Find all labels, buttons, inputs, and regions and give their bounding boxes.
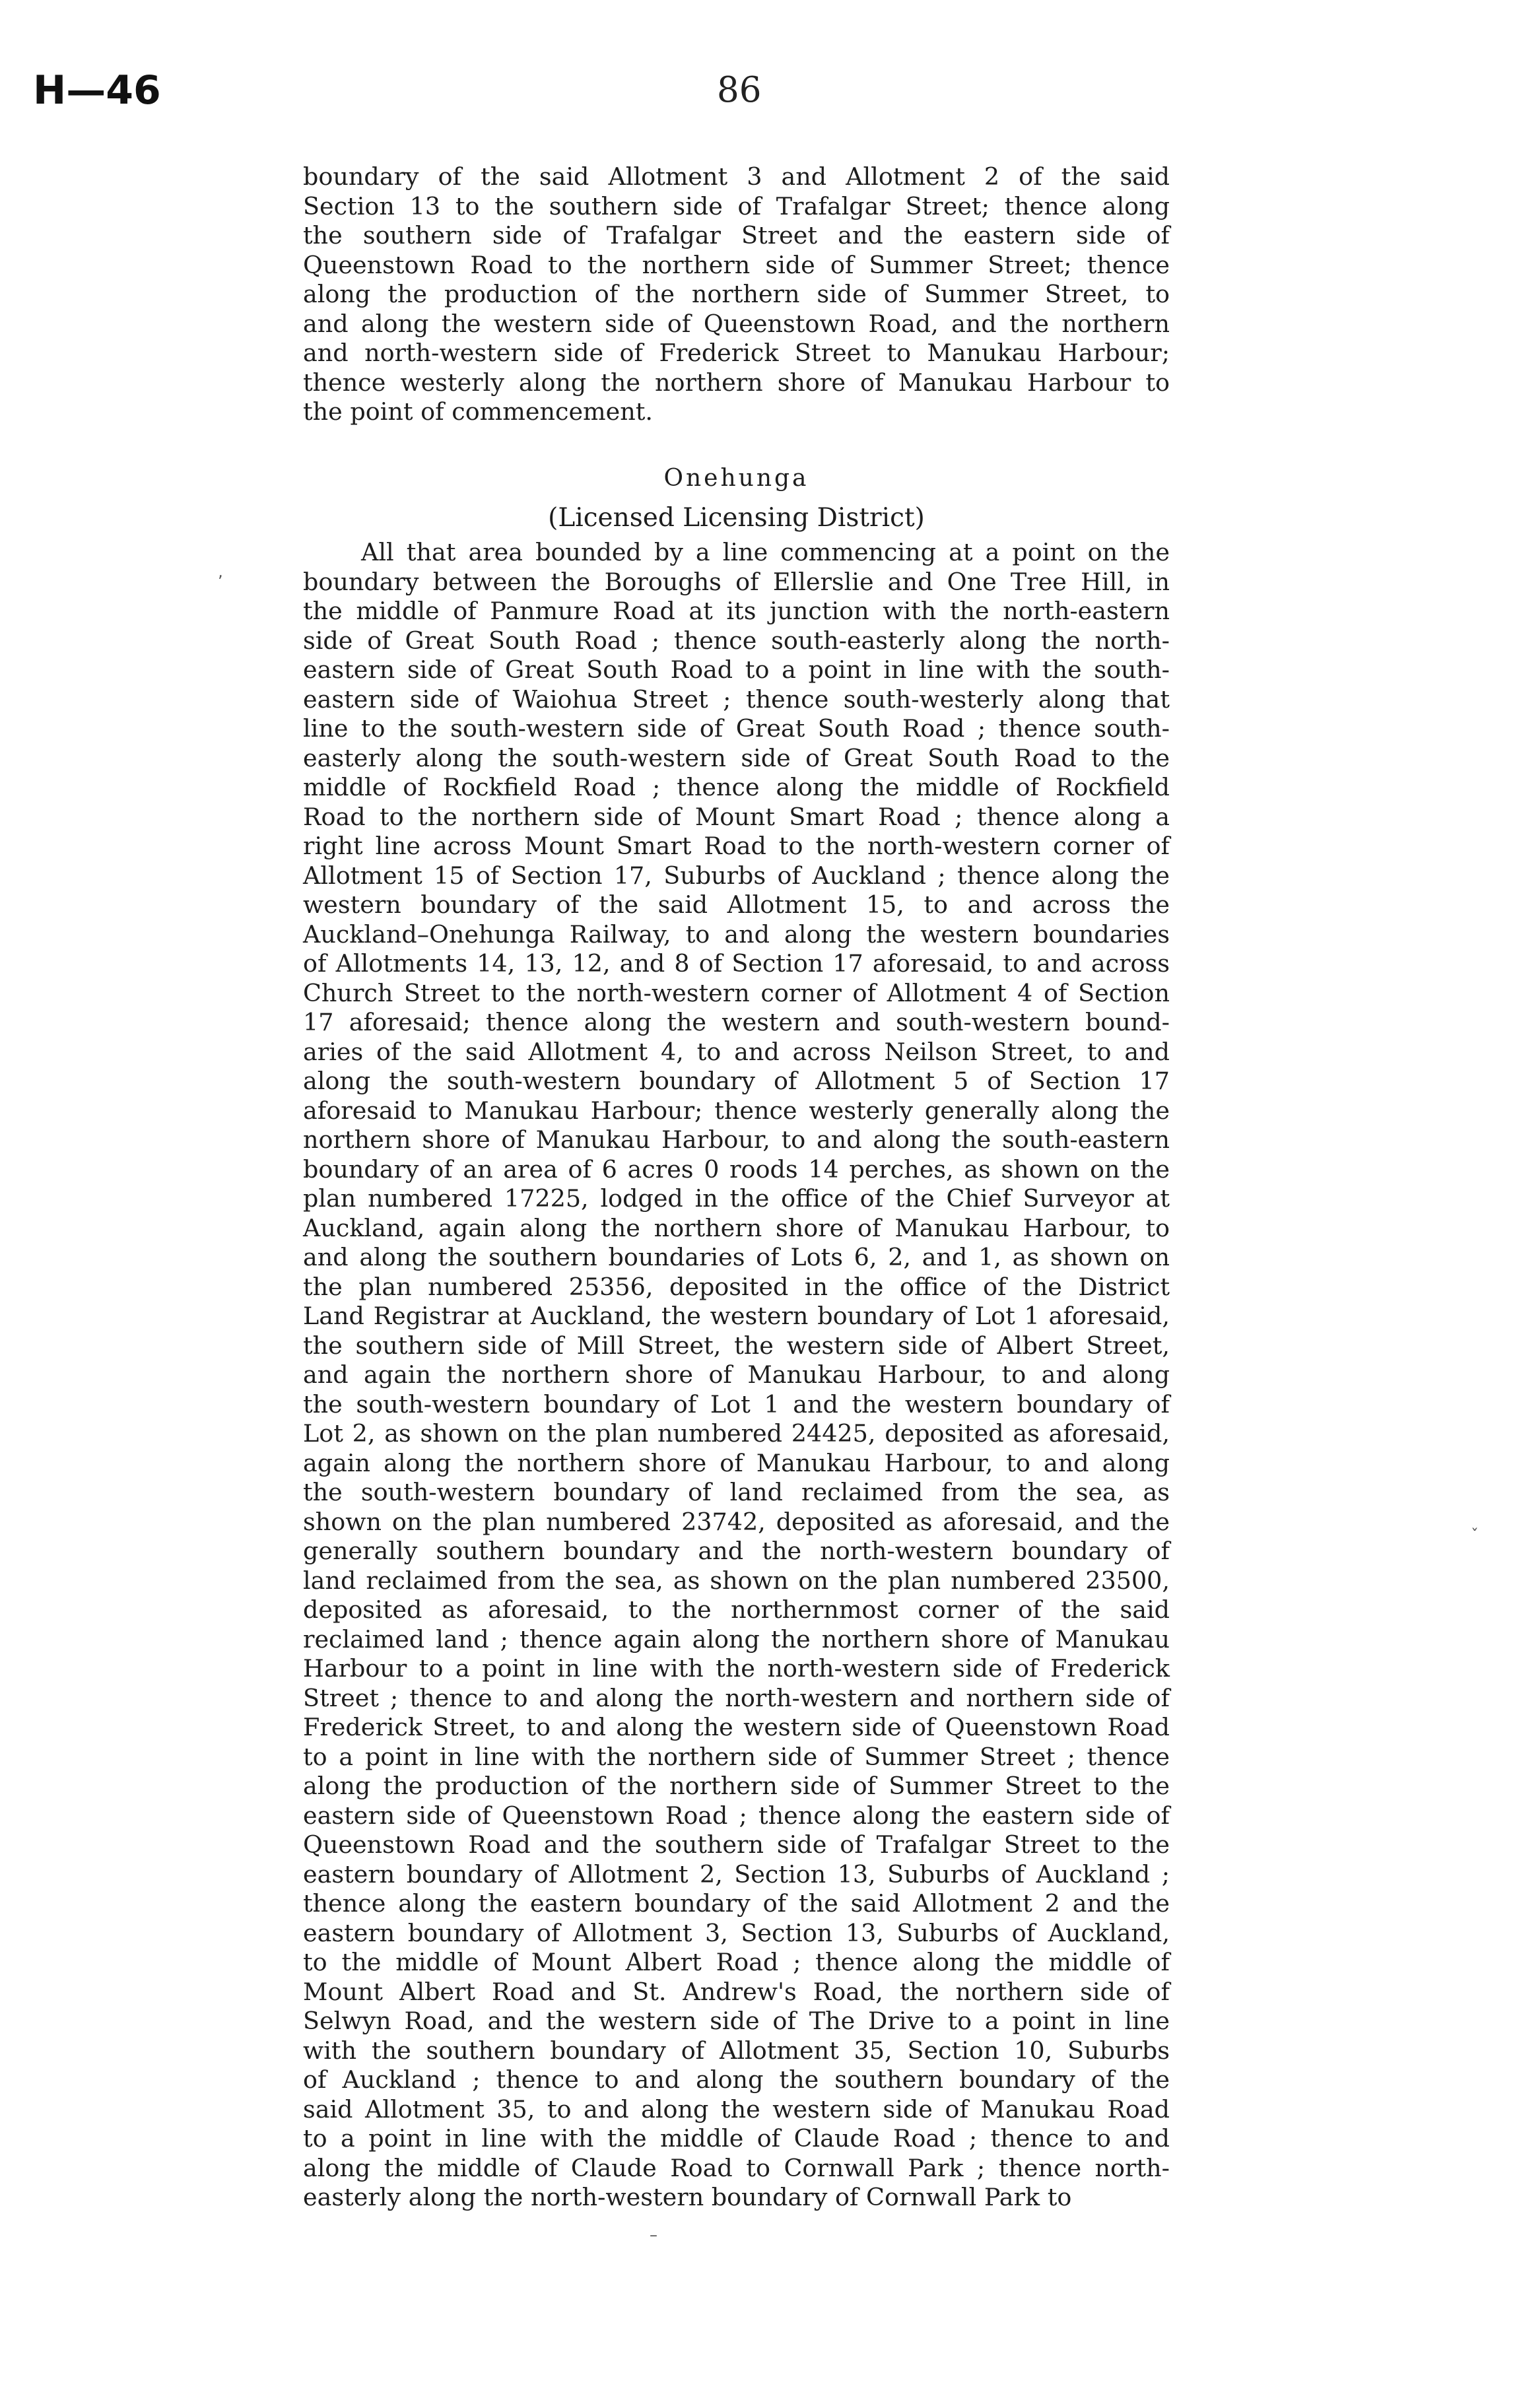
text-line: boundary between the Boroughs of Ellerslie and One Tree Hill, in — [303, 567, 1170, 596]
text-line: the south-western boundary of land reclaimed from the sea, as — [303, 1478, 1170, 1506]
text-line: thence westerly along the northern shore of Manukau Harbour to — [303, 368, 1170, 397]
text-line: the south-western boundary of Lot 1 and the western boundary of — [303, 1389, 1170, 1419]
text-line: right line across Mount Smart Road to the north-western corner of — [303, 832, 1170, 860]
text-line: Queenstown Road to the northern side of Summer Street; thence — [303, 250, 1170, 279]
text-line: Land Registrar at Auckland, the western boundary of Lot 1 aforesaid, — [303, 1302, 1170, 1330]
text-line: along the production of the northern side of Summer Street to the — [303, 1772, 1170, 1800]
text-line: northern shore of Manukau Harbour, to and along the south-eastern — [303, 1125, 1170, 1154]
margin-mark: ‚ — [218, 562, 223, 581]
text-line: the middle of Panmure Road at its junction with the north-eastern — [303, 597, 1170, 625]
section-title: Onehunga — [663, 465, 809, 492]
text-line: the point of commencement. — [303, 397, 654, 426]
text-line: Auckland–Onehunga Railway, to and along the western boundaries — [303, 920, 1170, 949]
text-line: eastern boundary of Allotment 2, Section 13, Suburbs of Auckland ; — [303, 1859, 1170, 1889]
text-line: and along the southern boundaries of Lots 6, 2, and 1, as shown on — [303, 1243, 1170, 1271]
text-line: Street ; thence to and along the north-western and northern side of — [303, 1683, 1170, 1712]
text-line: again along the northern shore of Manukau Harbour, to and along — [303, 1448, 1170, 1477]
text-line: plan numbered 17225, lodged in the office of the Chief Surveyor at — [303, 1184, 1170, 1213]
text-line: of Allotments 14, 13, 12, and 8 of Section 17 aforesaid, to and across — [303, 949, 1170, 978]
text-line: aries of the said Allotment 4, to and across Neilson Street, to and — [303, 1037, 1170, 1066]
text-line: and along the western side of Queenstown Road, and the northern — [303, 309, 1170, 338]
text-line: Harbour to a point in line with the north-western side of Frederick — [303, 1654, 1170, 1683]
text-line: Mount Albert Road and St. Andrew's Road, the northern side of — [303, 1977, 1170, 2006]
text-line: and north-western side of Frederick Street to Manukau Harbour; — [303, 339, 1170, 367]
text-line: to a point in line with the northern side of Summer Street ; thence — [303, 1742, 1170, 1771]
text-line: the southern side of Mill Street, the western side of Albert Street, — [303, 1331, 1170, 1360]
text-line: Queenstown Road and the southern side of Trafalgar Street to the — [303, 1830, 1170, 1859]
text-line: with the southern boundary of Allotment 35, Section 10, Suburbs — [303, 2036, 1170, 2065]
text-line: side of Great South Road ; thence south-easterly along the north- — [303, 626, 1170, 655]
text-line: deposited as aforesaid, to the northernmost corner of the said — [303, 1595, 1170, 1624]
text-line: eastern boundary of Allotment 3, Section 13, Suburbs of Auckland, — [303, 1918, 1170, 1947]
text-line: boundary of an area of 6 acres 0 roods 14 perches, as shown on the — [303, 1154, 1170, 1184]
document-reference: H—46 — [33, 67, 161, 114]
text-line: aforesaid to Manukau Harbour; thence westerly generally along the — [303, 1096, 1170, 1125]
text-line: along the south-western boundary of Allotment 5 of Section 17 — [303, 1067, 1170, 1095]
text-line: said Allotment 35, to and along the western side of Manukau Road — [303, 2094, 1170, 2124]
text-line: Allotment 15 of Section 17, Suburbs of Auckland ; thence along the — [303, 861, 1170, 890]
text-line: easterly along the north-western boundary of Cornwall Park to — [303, 2183, 1072, 2211]
text-line: thence along the eastern boundary of the said Allotment 2 and the — [303, 1889, 1170, 1918]
footer-mark: – — [650, 2226, 657, 2244]
section-body-paragraph — [303, 538, 1170, 2213]
text-line: western boundary of the said Allotment 15, to and across the — [303, 890, 1170, 919]
text-line: land reclaimed from the sea, as shown on the plan numbered 23500, — [303, 1566, 1170, 1595]
text-line: Section 13 to the southern side of Trafalgar Street; thence along — [303, 191, 1170, 220]
text-line: eastern side of Queenstown Road ; thence along the eastern side of — [303, 1801, 1170, 1830]
text-line: eastern side of Great South Road to a point in line with the south- — [303, 655, 1170, 684]
text-line: the plan numbered 25356, deposited in the office of the District — [303, 1272, 1170, 1301]
text-line: shown on the plan numbered 23742, deposited as aforesaid, and the — [303, 1507, 1170, 1536]
section-subtitle: (Licensed Licensing District) — [548, 503, 925, 533]
text-line: the southern side of Trafalgar Street and the eastern side of — [303, 221, 1170, 250]
text-line: to a point in line with the middle of Claude Road ; thence to and — [303, 2124, 1170, 2153]
text-line: 17 aforesaid; thence along the western and south-western bound- — [303, 1008, 1170, 1036]
text-line: line to the south-western side of Great South Road ; thence south- — [303, 714, 1170, 743]
text-line: boundary of the said Allotment 3 and Allotment 2 of the said — [303, 162, 1170, 191]
text-line: easterly along the south-western side of Great South Road to the — [303, 743, 1170, 772]
text-line: Church Street to the north-western corner of Allotment 4 of Section — [303, 978, 1170, 1007]
text-line: to the middle of Mount Albert Road ; thence along the middle of — [303, 1948, 1170, 1976]
intro-paragraph — [303, 162, 1170, 427]
text-line: All that area bounded by a line commencing at a point on the — [361, 538, 1170, 566]
text-line: Road to the northern side of Mount Smart Road ; thence along a — [303, 802, 1170, 831]
text-line: along the production of the northern side of Summer Street, to — [303, 280, 1170, 308]
text-line: of Auckland ; thence to and along the southern boundary of the — [303, 2065, 1170, 2094]
text-line: Lot 2, as shown on the plan numbered 24425, deposited as aforesaid, — [303, 1419, 1170, 1448]
text-line: eastern side of Waiohua Street ; thence south-westerly along that — [303, 685, 1170, 714]
page-header — [0, 67, 1513, 120]
page-number: 86 — [717, 70, 762, 110]
text-line: reclaimed land ; thence again along the northern shore of Manukau — [303, 1624, 1170, 1654]
text-line: generally southern boundary and the north-western boundary of — [303, 1537, 1170, 1565]
text-line: Selwyn Road, and the western side of The Drive to a point in line — [303, 2007, 1170, 2035]
text-line: middle of Rockfield Road ; thence along the middle of Rockfield — [303, 773, 1170, 801]
text-line: Auckland, again along the northern shore of Manukau Harbour, to — [303, 1213, 1170, 1242]
text-line: along the middle of Claude Road to Cornwall Park ; thence north- — [303, 2153, 1170, 2182]
margin-mark: ˇ — [1471, 1526, 1479, 1545]
text-line: Frederick Street, to and along the western side of Queenstown Road — [303, 1713, 1170, 1741]
text-line: and again the northern shore of Manukau Harbour, to and along — [303, 1360, 1170, 1389]
